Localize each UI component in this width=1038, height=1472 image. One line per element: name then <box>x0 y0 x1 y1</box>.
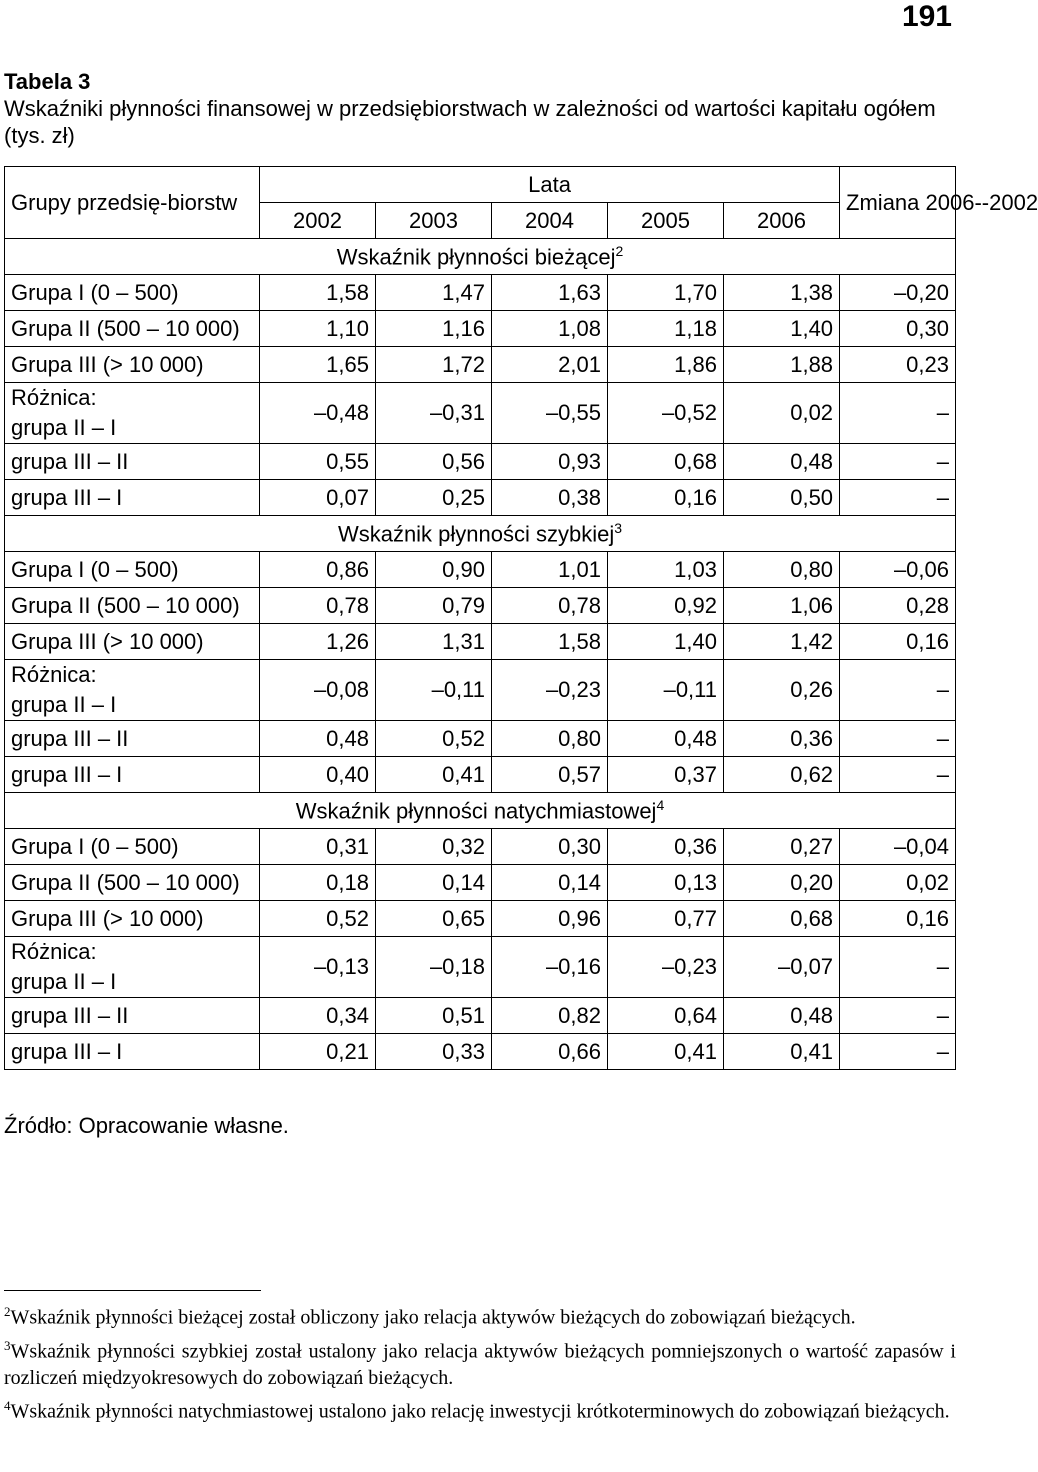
change-value: – <box>840 444 956 480</box>
year-value: 1,06 <box>724 588 840 624</box>
difference-label-cell <box>5 721 260 757</box>
year-value: 1,40 <box>608 624 724 660</box>
row-label: Grupa II (500 – 10 000) <box>5 311 260 347</box>
row-label: Grupa III (> 10 000) <box>5 624 260 660</box>
year-value: 1,63 <box>492 275 608 311</box>
difference-row <box>5 660 956 721</box>
difference-label-cell <box>5 660 260 721</box>
year-value: 1,08 <box>492 311 608 347</box>
year-value: 0,31 <box>260 829 376 865</box>
table-caption: Wskaźniki płynności finansowej w przedsiębiorstwach w zależności od wartości kapitału ogółem (tys. zł) <box>4 96 936 148</box>
year-value: 1,16 <box>376 311 492 347</box>
year-value: –0,23 <box>608 937 724 998</box>
change-value: – <box>840 998 956 1034</box>
table-row <box>5 865 956 901</box>
year-value: –0,55 <box>492 383 608 444</box>
year-value: 0,41 <box>724 1034 840 1070</box>
footnote-mark: 2 <box>4 1304 11 1319</box>
year-value: 0,82 <box>492 998 608 1034</box>
year-value: 0,38 <box>492 480 608 516</box>
difference-label-cell <box>5 1034 260 1070</box>
row-label: grupa III – I <box>11 484 123 510</box>
year-value: 0,65 <box>376 901 492 937</box>
year-value: 1,47 <box>376 275 492 311</box>
section-header-row <box>5 239 956 275</box>
footnote <box>4 1332 956 1393</box>
difference-heading: Różnica: <box>11 385 97 410</box>
year-value: 1,86 <box>608 347 724 383</box>
row-label: Grupa I (0 – 500) <box>5 275 260 311</box>
year-value: 0,07 <box>260 480 376 516</box>
table-row <box>5 624 956 660</box>
year-value: –0,11 <box>376 660 492 721</box>
row-label: Grupa II (500 – 10 000) <box>5 588 260 624</box>
year-value: 0,68 <box>608 444 724 480</box>
year-value: –0,16 <box>492 937 608 998</box>
year-value: 1,40 <box>724 311 840 347</box>
section-title <box>5 793 956 829</box>
footnote-text: Wskaźnik płynności szybkiej został ustalony jako relacja aktywów bieżących pomniejszonych o wartość zapasów i rozliczeń międzyokresowych do zobowiązań bieżących. <box>4 1340 956 1390</box>
year-value: 0,02 <box>724 383 840 444</box>
section-title-text: Wskaźnik płynności natychmiastowej <box>295 798 657 824</box>
table-row <box>5 829 956 865</box>
year-value: 0,55 <box>260 444 376 480</box>
row-label: Grupa III (> 10 000) <box>5 347 260 383</box>
year-value: 0,14 <box>492 865 608 901</box>
year-header: 2002 <box>260 203 376 239</box>
year-value: 1,10 <box>260 311 376 347</box>
year-value: 0,48 <box>724 444 840 480</box>
year-value: 0,80 <box>492 721 608 757</box>
difference-row <box>5 937 956 998</box>
year-value: 0,57 <box>492 757 608 793</box>
year-value: 1,70 <box>608 275 724 311</box>
difference-label-cell <box>5 937 260 998</box>
row-label: grupa II – I <box>11 692 117 717</box>
year-value: 0,36 <box>724 721 840 757</box>
table-row <box>5 901 956 937</box>
year-value: 1,58 <box>492 624 608 660</box>
change-value: – <box>840 383 956 444</box>
change-value: – <box>840 757 956 793</box>
row-label: grupa III – II <box>11 448 129 474</box>
change-column-header: Zmiana 2006--2002 <box>840 167 956 239</box>
footnote <box>4 1392 956 1426</box>
year-value: 0,56 <box>376 444 492 480</box>
year-value: 0,32 <box>376 829 492 865</box>
row-label: grupa III – II <box>11 725 129 751</box>
year-header: 2004 <box>492 203 608 239</box>
year-value: 0,20 <box>724 865 840 901</box>
difference-row <box>5 998 956 1034</box>
difference-label-cell <box>5 444 260 480</box>
section-title-text: Wskaźnik płynności szybkiej <box>337 521 615 547</box>
difference-row <box>5 444 956 480</box>
year-value: –0,23 <box>492 660 608 721</box>
year-value: 0,26 <box>724 660 840 721</box>
year-value: 1,72 <box>376 347 492 383</box>
year-value: 0,48 <box>724 998 840 1034</box>
row-label: grupa II – I <box>11 969 117 994</box>
year-value: 0,21 <box>260 1034 376 1070</box>
table-row <box>5 311 956 347</box>
section-footnote-mark: 4 <box>656 796 665 813</box>
row-label: Grupa III (> 10 000) <box>5 901 260 937</box>
difference-heading: Różnica: <box>11 939 97 964</box>
year-value: 1,31 <box>376 624 492 660</box>
difference-label-cell <box>5 383 260 444</box>
year-value: 0,18 <box>260 865 376 901</box>
section-header-row <box>5 793 956 829</box>
year-value: –0,31 <box>376 383 492 444</box>
year-value: 0,48 <box>260 721 376 757</box>
years-header: Lata <box>260 167 840 203</box>
year-value: 0,90 <box>376 552 492 588</box>
difference-row <box>5 721 956 757</box>
section-title-text: Wskaźnik płynności bieżącej <box>336 244 616 270</box>
section-title <box>5 239 956 275</box>
difference-row <box>5 383 956 444</box>
year-value: 0,68 <box>724 901 840 937</box>
difference-label-cell <box>5 757 260 793</box>
change-value: –0,04 <box>840 829 956 865</box>
year-value: 1,88 <box>724 347 840 383</box>
table-row <box>5 275 956 311</box>
difference-row <box>5 757 956 793</box>
table-row <box>5 552 956 588</box>
year-value: 1,58 <box>260 275 376 311</box>
year-value: 0,51 <box>376 998 492 1034</box>
year-header: 2003 <box>376 203 492 239</box>
year-value: 0,77 <box>608 901 724 937</box>
section-footnote-mark: 2 <box>615 242 624 259</box>
year-value: 0,34 <box>260 998 376 1034</box>
year-value: –0,52 <box>608 383 724 444</box>
year-value: 1,01 <box>492 552 608 588</box>
year-value: 0,41 <box>376 757 492 793</box>
change-value: 0,02 <box>840 865 956 901</box>
year-value: 1,18 <box>608 311 724 347</box>
row-label: grupa III – II <box>11 1002 129 1028</box>
year-value: 0,30 <box>492 829 608 865</box>
difference-heading: Różnica: <box>11 662 97 687</box>
year-value: 0,37 <box>608 757 724 793</box>
year-value: 1,38 <box>724 275 840 311</box>
row-label: grupa II – I <box>11 415 117 440</box>
table-row <box>5 588 956 624</box>
year-value: 0,16 <box>608 480 724 516</box>
year-value: –0,07 <box>724 937 840 998</box>
liquidity-table <box>4 166 1038 1070</box>
year-value: 0,93 <box>492 444 608 480</box>
group-column-header: Grupy przedsię-biorstw <box>5 167 260 239</box>
year-value: 0,62 <box>724 757 840 793</box>
page-number: 191 <box>901 0 952 33</box>
year-value: 0,27 <box>724 829 840 865</box>
footnote-text: Wskaźnik płynności natychmiastowej ustalono jako relację inwestycji krótkoterminowych do zobowiązań bieżących. <box>10 1400 950 1423</box>
year-value: 0,33 <box>376 1034 492 1070</box>
year-value: –0,48 <box>260 383 376 444</box>
year-value: 0,92 <box>608 588 724 624</box>
table-label: Tabela 3 <box>4 69 91 94</box>
footnotes <box>4 1298 956 1426</box>
footnote-rule <box>4 1290 261 1291</box>
year-header: 2005 <box>608 203 724 239</box>
change-value: 0,16 <box>840 624 956 660</box>
year-value: 0,41 <box>608 1034 724 1070</box>
year-value: 0,64 <box>608 998 724 1034</box>
change-value: 0,23 <box>840 347 956 383</box>
year-value: 1,26 <box>260 624 376 660</box>
year-value: –0,11 <box>608 660 724 721</box>
footnote-mark: 3 <box>4 1337 11 1353</box>
year-value: 0,40 <box>260 757 376 793</box>
change-value: –0,06 <box>840 552 956 588</box>
footnote <box>4 1298 956 1332</box>
year-header: 2006 <box>724 203 840 239</box>
row-label: Grupa II (500 – 10 000) <box>5 865 260 901</box>
difference-label-cell <box>5 998 260 1034</box>
year-value: 0,96 <box>492 901 608 937</box>
change-value: 0,28 <box>840 588 956 624</box>
year-value: 0,78 <box>260 588 376 624</box>
difference-row <box>5 480 956 516</box>
year-value: 0,78 <box>492 588 608 624</box>
header-row-1 <box>5 167 956 203</box>
year-value: 0,13 <box>608 865 724 901</box>
year-value: 1,03 <box>608 552 724 588</box>
table-row <box>5 347 956 383</box>
year-value: 0,36 <box>608 829 724 865</box>
change-value: – <box>840 937 956 998</box>
row-label: grupa III – I <box>11 761 123 787</box>
section-title <box>5 516 956 552</box>
change-value: –0,20 <box>840 275 956 311</box>
footnote-text: Wskaźnik płynności bieżącej został obliczony jako relacja aktywów bieżących do zobowiązań bieżących. <box>10 1306 856 1329</box>
table-title <box>4 68 956 149</box>
change-value: – <box>840 660 956 721</box>
year-value: 0,50 <box>724 480 840 516</box>
year-value: 1,42 <box>724 624 840 660</box>
year-value: 0,48 <box>608 721 724 757</box>
year-value: 0,14 <box>376 865 492 901</box>
year-value: 0,86 <box>260 552 376 588</box>
year-value: 0,79 <box>376 588 492 624</box>
footnote-mark: 4 <box>4 1398 11 1414</box>
year-value: –0,13 <box>260 937 376 998</box>
year-value: 0,52 <box>376 721 492 757</box>
section-footnote-mark: 3 <box>614 519 623 536</box>
row-label: grupa III – I <box>11 1038 123 1064</box>
difference-row <box>5 1034 956 1070</box>
change-value: – <box>840 1034 956 1070</box>
row-label: Grupa I (0 – 500) <box>5 552 260 588</box>
source-note: Źródło: Opracowanie własne. <box>4 1113 289 1138</box>
year-value: 2,01 <box>492 347 608 383</box>
change-value: – <box>840 721 956 757</box>
year-value: 0,25 <box>376 480 492 516</box>
year-value: 1,65 <box>260 347 376 383</box>
section-header-row <box>5 516 956 552</box>
difference-label-cell <box>5 480 260 516</box>
year-value: 0,52 <box>260 901 376 937</box>
change-value: 0,16 <box>840 901 956 937</box>
year-value: 0,80 <box>724 552 840 588</box>
year-value: –0,08 <box>260 660 376 721</box>
year-value: 0,66 <box>492 1034 608 1070</box>
year-value: –0,18 <box>376 937 492 998</box>
change-value: 0,30 <box>840 311 956 347</box>
row-label: Grupa I (0 – 500) <box>5 829 260 865</box>
change-value: – <box>840 480 956 516</box>
